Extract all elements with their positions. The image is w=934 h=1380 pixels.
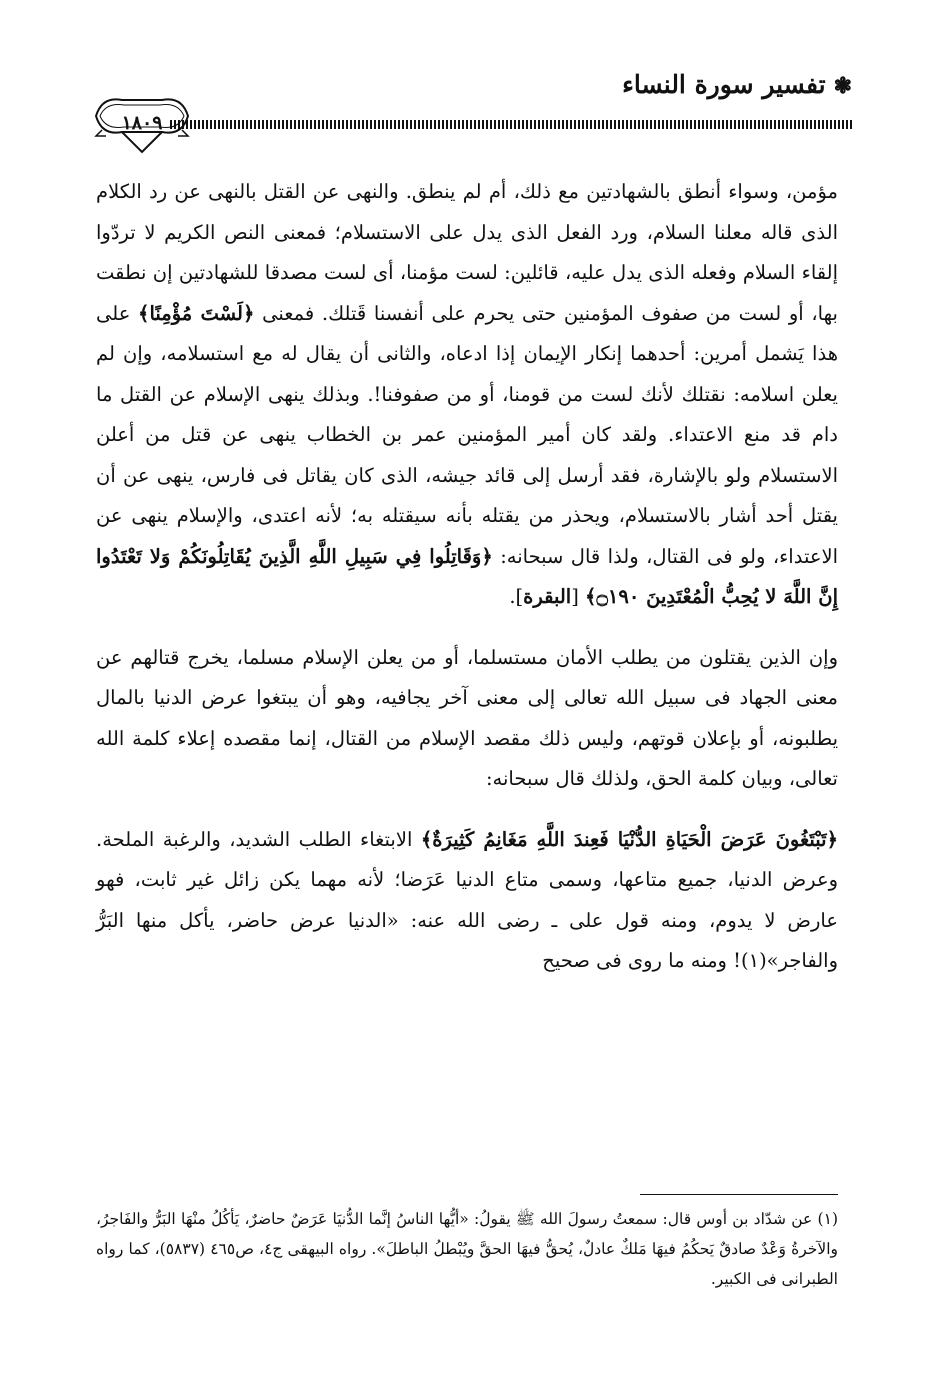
footnotes bbox=[96, 1204, 838, 1294]
quran-verse: ﴿وَقَاتِلُوا فِي سَبِيلِ اللَّهِ الَّذِينَ يُقَاتِلُونَكُمْ وَلا تَعْتَدُوا إِنَّ اللَّهَ لا يُحِبُّ الْمُعْتَدِينَ ۝١٩٠﴾ bbox=[96, 544, 838, 608]
main-text bbox=[96, 172, 838, 982]
paragraph bbox=[96, 172, 838, 618]
paragraph bbox=[96, 820, 838, 982]
quran-verse: البقرة bbox=[523, 585, 572, 608]
page-header bbox=[92, 62, 852, 172]
quran-verse: ﴿تَبْتَغُونَ عَرَضَ الْحَيَاةِ الدُّنْيَا فَعِندَ اللَّهِ مَغَانِمُ كَثِيرَةٌ﴾ bbox=[420, 827, 838, 851]
ornament-icon: ❃ bbox=[833, 73, 852, 99]
text-segment: ]. bbox=[509, 585, 524, 608]
text-segment: الابتغاء الطلب الشديد، والرغبة الملحة. وعرض الدنيا، جميع متاعها، وسمى متاع الدنيا عَرَضا؛ لأنه مهما يكن زائل غير ثابت، فهو عارض لا يدوم، ومنه قول على ـ رضى الله عنه: «الدنيا عرض حاضر، يأكل منها البَرُّ والفاجر»(١)! ومنه ما روى فى صحيح bbox=[96, 827, 838, 972]
text-segment: مؤمن، وسواء أنطق بالشهادتين مع ذلك، أم لم ينطق. والنهى عن القتل بالنهى عن رد الكلام الذى قاله معلنا السلام، ورد الفعل الذى يدل على الاستسلام؛ فمعنى النص الكريم لا تردّوا إلقاء السلام وفعله الذى يدل عليه، قائلين: لست مؤمنا، أى لست مصدقا للشهادتين إن نطقت بها، أو لست من صفوف المؤمنين حتى يحرم على أنفسنا قَتلك. فمعنى bbox=[96, 180, 838, 325]
chapter-title: تفسير سورة النساء bbox=[622, 70, 826, 99]
header-rule bbox=[170, 120, 852, 129]
paragraph bbox=[96, 638, 838, 800]
text-segment: على هذا يَشمل أمرين: أحدهما إنكار الإيمان إذا ادعاه، والثانى أن يقال له مع استسلامه، وإن لم يعلن اسلامه: نقتلك لأنك لست من قومنا، أو من صفوفنا!. وبذلك ينهى الإسلام عن القتل ما دام قد منع الاعتداء. ولقد كان أمير المؤمنين عمر بن الخطاب ينهى عن قتل من أعلن الاستسلام ولو بالإشارة، فقد أرسل إلى قائد جيشه، الذى كان يقاتل فى فارس، ينهى عن أن يقتل أحد أشار بالاستسلام، ويحذر من يقتله بأنه سيقتله به؛ لأنه اعتدى، والإسلام ينهى عن الاعتداء، ولو فى القتال، ولذا قال سبحانه: bbox=[96, 301, 839, 568]
text-segment: [ bbox=[571, 585, 586, 608]
page-number-badge bbox=[92, 86, 192, 176]
quran-verse: ﴿لَسْتَ مُؤْمِنًا﴾ bbox=[138, 301, 255, 325]
footnote-1: (١) عن شدّاد بن أوس قال: سمعتُ رسولَ الله ﷺ يقولُ: «أيُّها الناسُ إنَّما الدُّنيَا عَرَضٌ حاضرٌ، يَأكُلُ منْهَا البَرُّ والفَاجرُ، والآخرةُ وَعْدٌ صادقٌ يَحكُمُ فيهَا مَلكٌ عادلٌ، يُحقُّ فيهَا الحقَّ ويُبْطلُ الباطلَ». رواه البيهقى ج٤، ص٤٦٥ (٥٨٣٧)، كما رواه الطبرانى فى الكبير. bbox=[96, 1210, 838, 1288]
text-segment: وإن الذين يقتلون من يطلب الأمان مستسلما، أو من يعلن الإسلام مسلما، يخرج قتالهم عن معنى الجهاد فى سبيل الله تعالى إلى معنى آخر يجافيه، وهو أن يبتغوا عرض الدنيا بالمال يطلبونه، أو بإعلان قوتهم، وليس ذلك مقصد الإسلام من القتال، إنما مقصده إعلاء كلمة الله تعالى، وبيان كلمة الحق، ولذلك قال سبحانه: bbox=[96, 645, 838, 790]
running-title bbox=[622, 70, 852, 99]
footnote-separator bbox=[640, 1194, 838, 1195]
page-number: ١٨٠٩ bbox=[121, 112, 163, 134]
